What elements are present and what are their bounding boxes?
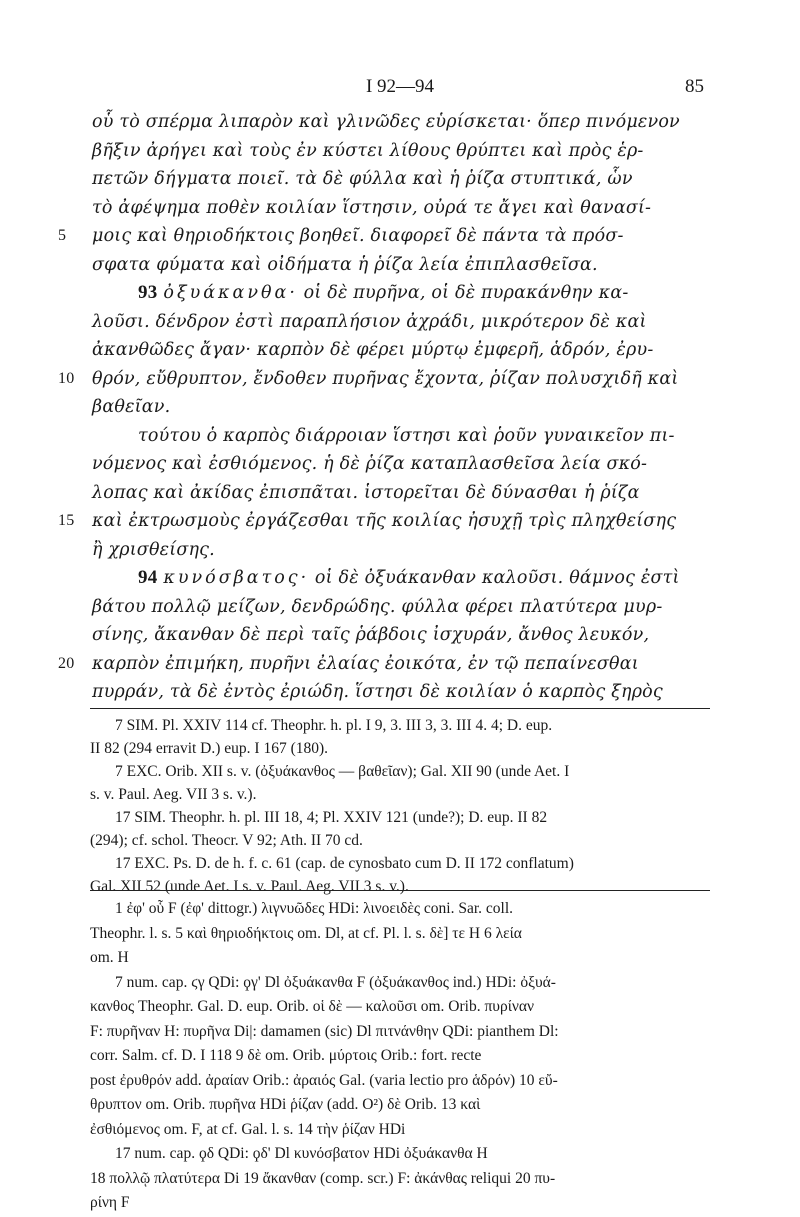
lemma-heading: ὀξυάκανθα· — [163, 283, 298, 303]
text-line — [92, 450, 704, 479]
line-text: ἢ χρισθείσης. — [92, 539, 215, 560]
apparatus-line: ἐσθιόμενος om. F, at cf. Gal. l. s. 14 τὴν ῥίζαν HDi — [90, 1120, 406, 1138]
apparatus-line: F: πυρῆναν H: πυρῆνα Di|: damamen (sic) Dl πιτνάνθην QDi: pianthem Dl: — [90, 1022, 559, 1040]
line-text: καὶ ἐκτρωσμοὺς ἐργάζεσθαι τῆς κοιλίας ἠσυχῇ τρὶς πληχθείσης — [92, 511, 677, 531]
line-number: 10 — [58, 369, 75, 387]
apparatus-line: 1 ἐφ' οὗ F (ἐφ' dittogr.) λιγνυῶδες HDi: λινοειδὲς coni. Sar. coll. — [115, 900, 514, 917]
line-text: τὸ ἀφέψημα ποθὲν κοιλίαν ἵστησιν, οὐρά τε ἄγει καὶ θανασί- — [92, 197, 652, 218]
text-line — [92, 108, 704, 137]
text-line — [58, 507, 704, 536]
line-text: οἱ δὲ πυρῆνα, οἱ δὲ πυρακάνθην κα- — [297, 283, 629, 303]
text-line — [58, 222, 704, 251]
text-line — [92, 194, 704, 223]
apparatus-line: corr. Salm. cf. D. I 118 9 δὲ om. Orib. μύρτοις Orib.: fort. recte — [90, 1047, 482, 1064]
line-text: οὗ τὸ σπέρμα λιπαρὸν καὶ γλινῶδες εὑρίσκεται· ὅπερ πινόμενον — [92, 112, 680, 132]
divider-rule-2 — [90, 890, 710, 891]
text-line — [92, 621, 704, 650]
apparatus-line: 18 πολλῷ πλατύτερα Di 19 ἄκανθαν (comp. scr.) F: ἀκάνθας reliqui 20 πυ- — [90, 1169, 556, 1187]
section-number: 93 — [138, 282, 158, 303]
line-number: 15 — [58, 512, 75, 529]
testimonia-line: 17 EXC. Ps. D. de h. f. c. 61 (cap. de cynosbato cum D. II 172 conflatum) — [115, 855, 574, 872]
apparatus-line: post ἐρυθρόν add. ἀραίαν Orib.: ἀραιός Gal. (varia lectio pro ἁδρόν) 10 εὔ- — [90, 1071, 558, 1089]
line-number: 20 — [58, 654, 75, 672]
testimonia-notes — [90, 714, 714, 898]
line-text: πετῶν δήγματα ποιεῖ. τὰ δὲ φύλλα καὶ ἡ ῥίζα στυπτικά, ὧν — [92, 169, 633, 189]
testimonia-line: s. v. Paul. Aeg. VII 3 s. v.). — [90, 786, 257, 803]
text-line — [92, 165, 704, 194]
text-line — [92, 137, 704, 166]
page-number: 85 — [685, 76, 704, 97]
testimonia-line: Gal. XII 52 (unde Aet. I s. v. Paul. Aeg. VII 3 s. v.). — [90, 878, 409, 895]
testimonia-line: II 82 (294 erravit D.) eup. I 167 (180). — [90, 740, 329, 757]
lemma-heading: κυνόσβατος· — [163, 568, 310, 588]
line-text: πυρράν, τὰ δὲ ἐντὸς ἐριώδη. ἵστησι δὲ κοιλίαν ὁ καρπὸς ξηρὸς — [92, 682, 663, 702]
line-text: νόμενος καὶ ἐσθιόμενος. ἡ δὲ ῥίζα καταπλασθεῖσα λεία σκό- — [92, 454, 648, 474]
line-text: βαθεῖαν. — [92, 397, 171, 417]
text-line — [92, 564, 704, 593]
line-text: σφατα φύματα καὶ οἰδήματα ἡ ῥίζα λεία ἐπιπλασθεῖσα. — [92, 254, 598, 275]
line-text: οἱ δὲ ὀξυάκανθαν καλοῦσι. θάμνος ἐστὶ — [309, 568, 680, 588]
apparatus-line: 17 num. cap. ϙδ QDi: ϙδ' Dl κυνόσβατον HDi ὀξυάκανθα H — [115, 1145, 488, 1162]
testimonia-line: 7 SIM. Pl. XXIV 114 cf. Theophr. h. pl. I 9, 3. III 3, 3. III 4. 4; D. eup. — [115, 717, 553, 734]
text-line — [92, 251, 704, 280]
testimonia-line: 17 SIM. Theophr. h. pl. III 18, 4; Pl. XXIV 121 (unde?); D. eup. II 82 — [115, 809, 548, 826]
line-text: ἀκανθῶδες ἄγαν· καρπὸν δὲ φέρει μύρτῳ ἐμφερῆ, ἁδρόν, ἐρυ- — [92, 340, 654, 360]
text-line — [58, 650, 704, 679]
main-text — [58, 108, 704, 707]
line-text: λοπας καὶ ἀκίδας ἐπισπᾶται. ἱστορεῖται δὲ δύνασθαι ἡ ῥίζα — [92, 482, 640, 503]
section-number: 94 — [138, 567, 158, 588]
text-line — [92, 308, 704, 337]
line-text: σίνης, ἄκανθαν δὲ περὶ ταῖς ῥάβδοις ἰσχυράν, ἄνθος λευκόν, — [92, 625, 650, 645]
line-text: λοῦσι. δένδρον ἐστὶ παραπλήσιον ἀχράδι, μικρότερον δὲ καὶ — [92, 311, 647, 332]
line-text: βάτου πολλῷ μείζων, δενδρώδης. φύλλα φέρει πλατύτερα μυρ- — [92, 596, 663, 617]
text-line — [92, 678, 704, 707]
text-line — [58, 365, 704, 394]
apparatus-line: ρίνη F — [90, 1194, 130, 1211]
text-line — [92, 279, 704, 308]
testimonia-line: (294); cf. schol. Theocr. V 92; Ath. II 70 cd. — [90, 832, 363, 849]
line-text: καρπὸν ἐπιμήκη, πυρῆνι ἐλαίας ἐοικότα, ἐν τῷ πεπαίνεσθαι — [92, 653, 639, 674]
apparatus-line: κανθος Theophr. Gal. D. eup. Orib. οἱ δὲ — καλοῦσι om. Orib. πυρίναν — [90, 998, 535, 1015]
apparatus-line: Theophr. l. s. 5 καὶ θηριοδήκτοις om. Dl, at cf. Pl. l. s. δὲ] τε H 6 λεία — [90, 924, 522, 942]
apparatus-line: θρυπτον om. Orib. πυρῆνα HDi ῥίζαν (add. O²) δὲ Orib. 13 καὶ — [90, 1096, 481, 1113]
text-line — [92, 393, 704, 422]
text-line — [92, 336, 704, 365]
testimonia-line: 7 EXC. Orib. XII s. v. (ὀξυάκανθος — βαθεῖαν); Gal. XII 90 (unde Aet. I — [115, 763, 570, 780]
critical-apparatus — [90, 897, 714, 1216]
divider-rule-1 — [90, 708, 710, 709]
line-number: 5 — [58, 227, 67, 244]
text-line — [92, 422, 704, 451]
line-text: θρόν, εὔθρυπτον, ἔνδοθεν πυρῆνας ἔχοντα, ῥίζαν πολυσχιδῆ καὶ — [92, 368, 679, 389]
running-header: I 92—94 — [365, 76, 435, 97]
line-text: μοις καὶ θηριοδήκτοις βοηθεῖ. διαφορεῖ δὲ πάντα τὰ πρόσ- — [92, 226, 624, 246]
apparatus-line: om. H — [90, 949, 129, 966]
text-line — [92, 479, 704, 508]
text-line — [92, 593, 704, 622]
line-text: τούτου ὁ καρπὸς διάρροιαν ἵστησι καὶ ῥοῦν γυναικεῖον πι- — [138, 425, 675, 446]
apparatus-line: 7 num. cap. ϛγ QDi: ϙγ' Dl ὀξυάκανθα F (ὀξυάκανθος ind.) HDi: ὀξυά- — [115, 973, 556, 991]
text-line — [92, 536, 704, 565]
line-text: βῆξιν ἀρήγει καὶ τοὺς ἐν κύστει λίθους θρύπτει καὶ πρὸς ἑρ- — [92, 140, 644, 161]
